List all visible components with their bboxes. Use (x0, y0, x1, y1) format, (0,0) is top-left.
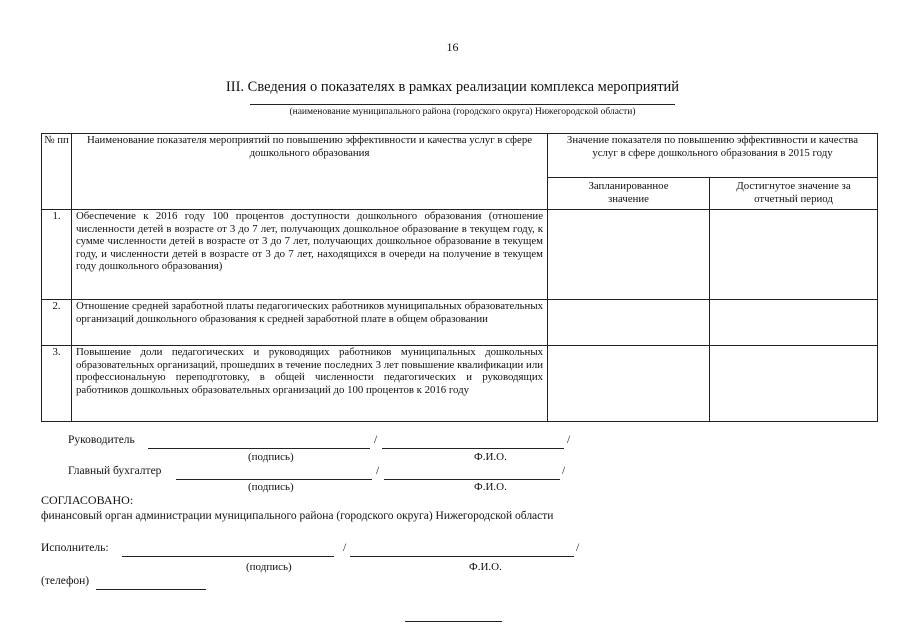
subtitle-underline (250, 104, 675, 105)
table-row (42, 300, 878, 346)
head-fio-line[interactable] (382, 448, 564, 449)
separator: / (343, 542, 347, 554)
indicator-name: Отношение средней заработной платы педагогических работников муниципальных образовательных организаций дошкольного образования к средней заработной плате в общем образовании (72, 300, 548, 346)
head-label: Руководитель (68, 434, 135, 446)
executor-signature-line[interactable] (122, 556, 334, 557)
fio-caption: Ф.И.О. (474, 451, 507, 463)
separator: / (374, 434, 378, 446)
separator: / (562, 465, 566, 477)
separator: / (376, 465, 380, 477)
signature-caption: (подпись) (248, 481, 294, 493)
accountant-signature-line[interactable] (176, 479, 372, 480)
indicators-table (41, 133, 878, 422)
fio-caption: Ф.И.О. (469, 561, 502, 573)
agreed-heading: СОГЛАСОВАНО: (41, 493, 134, 507)
executor-label: Исполнитель: (41, 542, 109, 554)
indicator-name: Обеспечение к 2016 году 100 процентов доступности дошкольного образования (отношение численности детей в возрасте от 3 до 7 лет, получающих дошкольное образование в текущем году, к сумме численности детей в возрасте от 3 до 7 лет, получающих дошкольное образование в текущем году, и численности детей в возрасте от 3 до 7 лет, находящихся в очереди на получение в текущем году дошкольного образования) (72, 210, 548, 300)
signature-caption: (подпись) (248, 451, 294, 463)
table-row (42, 346, 878, 422)
column-header-name: Наименование показателя мероприятий по повышению эффективности и качества услуг в сфере дошкольного образования (72, 134, 548, 210)
row-number: 3. (42, 346, 72, 422)
achieved-value-cell[interactable] (710, 210, 878, 300)
indicator-name: Повышение доли педагогических и руководящих работников муниципальных дошкольных образовательных организаций, прошедших в течение последних 3 лет повышение квалификации или профессиональную переподготовку, в общей численности педагогических и руководящих работников дошкольных образовательных организаций до 100 процентов к 2016 году (72, 346, 548, 422)
planned-value-cell[interactable] (548, 300, 710, 346)
accountant-label: Главный бухгалтер (68, 465, 162, 477)
planned-value-cell[interactable] (548, 210, 710, 300)
phone-label: (телефон) (41, 575, 90, 587)
column-header-number: № пп (42, 134, 72, 210)
separator: / (567, 434, 571, 446)
column-header-achieved: Достигнутое значение за отчетный период (710, 178, 878, 210)
head-signature-line[interactable] (148, 448, 370, 449)
separator: / (576, 542, 580, 554)
planned-value-cell[interactable] (548, 346, 710, 422)
row-number: 1. (42, 210, 72, 300)
row-number: 2. (42, 300, 72, 346)
executor-fio-line[interactable] (350, 556, 574, 557)
table-row (42, 210, 878, 300)
subtitle-caption: (наименование муниципального района (городского округа) Нижегородской области) (289, 107, 636, 117)
column-header-value: Значение показателя по повышению эффективности и качества услуг в сфере дошкольного образования в 2015 году (548, 134, 878, 178)
achieved-value-cell[interactable] (710, 300, 878, 346)
accountant-fio-line[interactable] (384, 479, 560, 480)
achieved-value-cell[interactable] (710, 346, 878, 422)
end-rule (405, 621, 502, 622)
finance-body-text: финансовый орган администрации муниципального района (городского округа) Нижегородской области (41, 510, 554, 522)
signature-caption: (подпись) (246, 561, 292, 573)
phone-line[interactable] (96, 589, 206, 590)
section-title: III. Сведения о показателях в рамках реализации комплекса мероприятий (225, 79, 680, 95)
page-number: 16 (446, 40, 459, 54)
fio-caption: Ф.И.О. (474, 481, 507, 493)
column-header-planned: Запланированное значение (548, 178, 710, 210)
